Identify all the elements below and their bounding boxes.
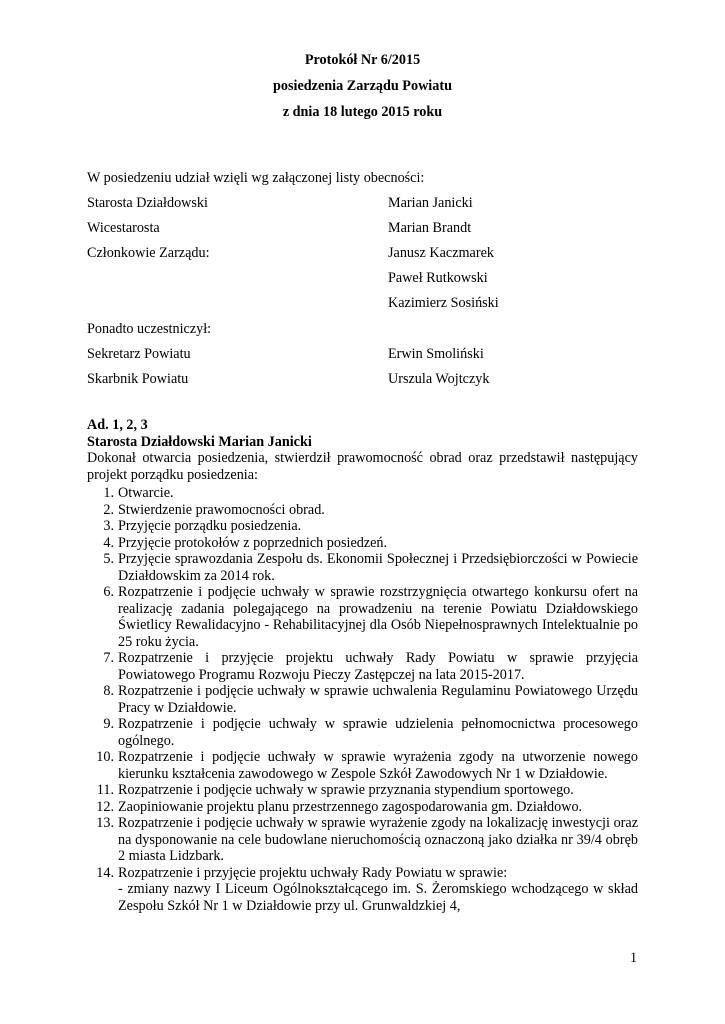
agenda-number: 12. — [96, 798, 114, 815]
section-text: Dokonał otwarcia posiedzenia, stwierdził prawomocność obrad oraz przedstawił następujący projekt porządku posiedzenia: — [87, 450, 638, 483]
agenda-number: 8. — [103, 683, 114, 699]
section-heading: Ad. 1, 2, 3 — [87, 417, 148, 433]
agenda-item — [87, 584, 638, 650]
agenda-item — [87, 502, 638, 519]
agenda-number: 10. — [96, 749, 114, 765]
agenda-number: 7. — [103, 650, 114, 666]
agenda-item — [87, 551, 638, 584]
agenda-text: Rozpatrzenie i przyjęcie projektu uchwały Rady Powiatu w sprawie przyjęcia Powiatowego Programu Rozwoju Pieczy Zastępczej na lata 2015-2017. — [118, 650, 638, 683]
agenda-number: 4. — [103, 534, 114, 551]
agenda-text: Rozpatrzenie i podjęcie uchwały w sprawie udzielenia pełnomocnictwa procesowego ogólnego. — [118, 716, 638, 749]
agenda-item — [87, 535, 638, 552]
attendance-role: Starosta Działdowski — [87, 195, 208, 211]
attendance-name: Kazimierz Sosiński — [388, 295, 499, 311]
attendance-name: Janusz Kaczmarek — [388, 245, 494, 261]
attendance-role: Wicestarosta — [87, 220, 160, 236]
agenda-number: 14. — [96, 864, 114, 881]
document-subtitle: posiedzenia Zarządu Powiatu — [273, 78, 452, 94]
agenda-item — [87, 799, 638, 816]
agenda-item — [87, 782, 638, 799]
attendance-name: Erwin Smoliński — [388, 346, 484, 362]
agenda-text: Przyjęcie sprawozdania Zespołu ds. Ekonomii Społecznej i Przedsiębiorczości w Powiecie Działdowskim za 2014 rok. — [118, 551, 638, 584]
document-date: z dnia 18 lutego 2015 roku — [282, 104, 443, 120]
page-number: 1 — [630, 950, 638, 966]
agenda-number: 11. — [96, 782, 114, 798]
attendance-role: Sekretarz Powiatu — [87, 346, 191, 362]
agenda-text: Rozpatrzenie i podjęcie uchwały w sprawie przyznania stypendium sportowego. — [118, 782, 574, 798]
agenda-item — [87, 485, 638, 502]
agenda-number: 3. — [103, 518, 114, 534]
agenda-text: Rozpatrzenie i podjęcie uchwały w sprawie wyrażenia zgody na utworzenie nowego kierunku kształcenia zawodowego w Zespole Szkół Zawodowych Nr 1 w Działdowie. — [118, 749, 638, 782]
also-present-label: Ponadto uczestniczył: — [87, 321, 212, 337]
attendance-name: Urszula Wojtczyk — [388, 371, 490, 387]
agenda-item — [87, 518, 638, 535]
agenda-text: Przyjęcie porządku posiedzenia. — [118, 518, 302, 534]
attendance-role: Członkowie Zarządu: — [87, 245, 210, 261]
agenda-item — [87, 650, 638, 683]
agenda-number: 6. — [103, 584, 114, 600]
section-speaker: Starosta Działdowski Marian Janicki — [87, 434, 312, 450]
agenda-number: 13. — [96, 815, 114, 831]
agenda-item — [87, 865, 638, 915]
attendance-name: Marian Brandt — [388, 220, 472, 236]
attendance-intro: W posiedzeniu udział wzięli wg załączonej listy obecności: — [87, 170, 425, 186]
document-title: Protokół Nr 6/2015 — [304, 52, 421, 68]
agenda-number: 2. — [103, 501, 114, 518]
attendance-name: Marian Janicki — [388, 195, 473, 211]
agenda-text: Stwierdzenie prawomocności obrad. — [118, 501, 325, 518]
agenda-text: Zaopiniowanie projektu planu przestrzennego zagospodarowania gm. Działdowo. — [118, 798, 583, 815]
agenda-number: 5. — [103, 551, 114, 567]
agenda-item — [87, 815, 638, 865]
attendance-name: Paweł Rutkowski — [388, 270, 488, 286]
agenda-item — [87, 683, 638, 716]
agenda-item — [87, 749, 638, 782]
agenda-number: 1. — [103, 485, 114, 501]
agenda-text: Przyjęcie protokołów z poprzednich posiedzeń. — [118, 534, 388, 551]
agenda-item — [87, 716, 638, 749]
agenda-subitem: - zmiany nazwy I Liceum Ogólnokształcącego im. S. Żeromskiego wchodzącego w skład Zespołu Szkół Nr 1 w Działdowie przy ul. Grunwaldzkiej 4, — [118, 881, 638, 914]
agenda-text: Rozpatrzenie i podjęcie uchwały w sprawie wyrażenie zgody na lokalizację inwestycji oraz na dysponowanie na cele budowlane nieruchomością oznaczoną jako działka nr 39/4 obręb 2 miasta Lidzbark. — [118, 815, 638, 864]
agenda-text: Rozpatrzenie i podjęcie uchwały w sprawie rozstrzygnięcia otwartego konkursu ofert na realizację zadania polegającego na prowadzeniu na terenie Powiatu Działdowskiego Świetlicy Rewalidacyjno - Rehabilitacyjnej dla Osób Niepełnosprawnych Intelektualnie po 25 roku życia. — [118, 584, 638, 650]
attendance-role: Skarbnik Powiatu — [87, 371, 189, 387]
agenda-list — [87, 485, 638, 914]
agenda-number: 9. — [103, 716, 114, 732]
agenda-text: Rozpatrzenie i podjęcie uchwały w sprawie uchwalenia Regulaminu Powiatowego Urzędu Pracy w Działdowie. — [118, 683, 638, 716]
agenda-text: Rozpatrzenie i przyjęcie projektu uchwały Rady Powiatu w sprawie: — [118, 864, 508, 881]
agenda-text: Otwarcie. — [118, 485, 174, 501]
